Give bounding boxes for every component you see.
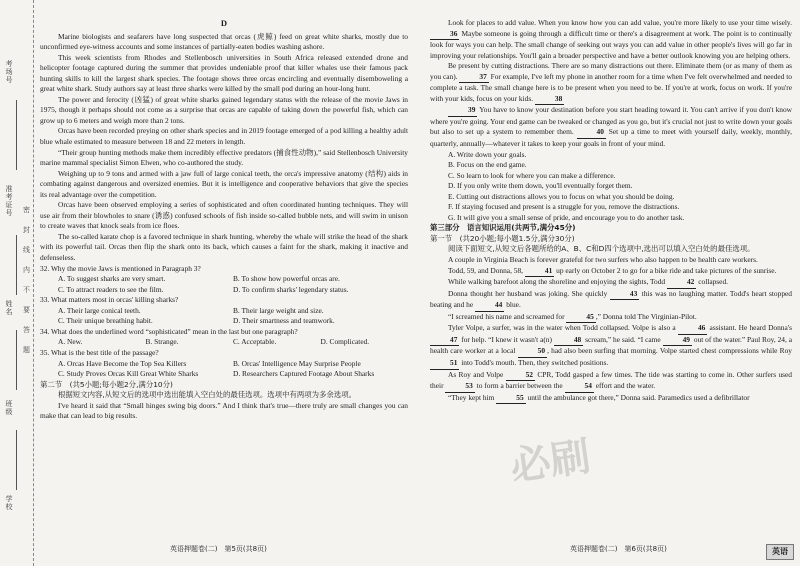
text-run: until the ambulance got there,” Donna said. Paramedics used a defibrillator: [527, 392, 750, 402]
passage-paragraph: Marine biologists and seafarers have long suspected that orcas (虎鲸) feed on great white sharks, mostly due to unconfirmed eye-witness accounts and some instances of partially-eaten bodies washing ashore.: [40, 31, 408, 52]
text-run: assistant. He heard Donna's: [709, 323, 792, 333]
blank-42[interactable]: 42: [667, 277, 696, 289]
text-run: Todd, 59, and Donna, 58,: [448, 265, 524, 275]
text-run: for help. “I knew it wasn't a(n): [461, 334, 552, 344]
option[interactable]: A. Orcas Have Become the Top Sea Killers: [58, 358, 187, 368]
passage-paragraph: [430, 105, 792, 149]
part-3-instructions: 阅读下面短文,从短文后各题所给的A、B、C和D四个选项中,选出可以填入空白处的最佳选项。: [448, 244, 755, 254]
subject-tag: 英语: [766, 544, 794, 560]
passage-paragraph: [430, 61, 792, 105]
option[interactable]: B. To show how powerful orcas are.: [233, 274, 340, 284]
class-label: 班级: [5, 400, 13, 416]
question-options: [58, 306, 408, 327]
choice-option[interactable]: E. Cutting out distractions allows you to focus on what you should be doing.: [448, 191, 675, 201]
text-run: For example, I've left my phone in another room for a time when I've felt overwhelmed and needed to complete a task. The small change here is to be present when you need to be. If you're at work, focus on work. If you're with your kids, focus on your kids.: [430, 71, 792, 103]
cloze-paragraph: [430, 393, 792, 405]
fill-line: [16, 430, 17, 490]
text-run: effort and the water.: [595, 381, 656, 391]
question-stem: 33. What matters most in orcas' killing sharks?: [40, 295, 179, 305]
option[interactable]: A. Their large conical teeth.: [58, 305, 141, 315]
blank-44[interactable]: 44: [475, 300, 504, 312]
blank-36[interactable]: 36: [430, 29, 459, 41]
part-3-section-1: 第一节 (共20小题;每小题1.5分,满分30分): [430, 233, 575, 243]
option[interactable]: B. Their large weight and size.: [233, 305, 324, 315]
option[interactable]: D. To confirm sharks' legendary status.: [233, 284, 349, 294]
section-2-instructions: 根据短文内容,从短文后的选项中选出能填入空白处的最佳选项。选项中有两项为多余选项。: [58, 390, 356, 400]
cloze-paragraph: [430, 312, 792, 324]
text-run: As Roy and Volpe: [448, 369, 504, 379]
question-stem: 35. What is the best title of the passage?: [40, 347, 159, 357]
text-run: CPR, Todd gasped a few times. The tide was starting to come in. Other surfers used their: [430, 369, 792, 391]
passage-paragraph: Orcas have been observed employing a series of sophisticated and often coordinated hunting techniques. They will use air from their blowholes to snare (诱惑) confused schools of fish inside so-called bubble nets, and will swim in unison to create waves that knock seals from ice floes.: [40, 200, 408, 231]
text-run: Donna thought her husband was joking. She quickly: [448, 288, 608, 298]
text-run: collapsed.: [698, 277, 728, 287]
bind-word: 内: [23, 266, 30, 274]
option[interactable]: B. Orcas' Intelligence May Surprise People: [233, 358, 361, 368]
exam-id-label: 准考证号: [5, 185, 13, 217]
passage-d-title: D: [220, 18, 228, 28]
cloze-paragraph: [430, 289, 792, 312]
page-5-footer: 英语押题卷(二) 第5页(共8页): [170, 545, 267, 553]
text-run: “I screamed his name and screamed for: [448, 311, 565, 321]
fill-line: [16, 330, 17, 390]
blank-46[interactable]: 46: [678, 323, 707, 335]
passage-paragraph: “Their group hunting methods make them incredibly effective predators (捕食性动物),” said Stellenbosch University marine mammal specialist Simon Elwen, who co-authored the study.: [40, 147, 408, 168]
bind-word: 题: [23, 346, 30, 354]
fill-line: [16, 235, 17, 295]
option[interactable]: A. To suggest sharks are very smart.: [58, 274, 166, 284]
blank-47[interactable]: 47: [430, 335, 459, 347]
section-2-intro: I've heard it said that “Small hinges swing big doors.” And I think that's true—there truly are small changes you can make that can lead to big results.: [40, 400, 408, 421]
text-run: While walking barefoot along the shoreline and enjoying the sights, Todd: [448, 277, 666, 287]
fill-line: [16, 100, 17, 170]
option[interactable]: D. Their smartness and teamwork.: [233, 316, 335, 326]
text-run: this was no laughing matter. Todd's heart stopped beating and he: [430, 288, 792, 310]
option[interactable]: D. Complicated.: [320, 337, 370, 347]
blank-49[interactable]: 49: [663, 335, 692, 347]
text-run: out of the water.” Paul Roy, 24, a health care worker at a local: [430, 334, 792, 356]
choice-option[interactable]: G. It will give you a small sense of pride, and encourage you to do another task.: [448, 212, 685, 222]
text-run: Maybe someone is going through a difficult time or there's a disagreement at work. The point is to continually look for ways you can help. The small change of seeking out ways you can add value in other people's lives will go far in improving your relationships. You'll gain a broader perspective and have a better outlook knowing you are helping others.: [430, 28, 792, 60]
text-run: scream,” he said. “I came: [585, 334, 661, 344]
blank-41[interactable]: 41: [525, 266, 554, 278]
option[interactable]: C. Study Proves Orcas Kill Great White Sharks: [58, 369, 199, 379]
choice-option[interactable]: D. If you only write them down, you'll eventually forget them.: [448, 181, 633, 191]
blank-53[interactable]: 53: [445, 381, 474, 393]
blank-52[interactable]: 52: [506, 370, 535, 382]
page-6-footer: 英语押题卷(二) 第6页(共8页): [570, 545, 667, 553]
blank-43[interactable]: 43: [610, 289, 639, 301]
passage-paragraph: The so-called karate chop is a favored technique in shark hunting, whereby the whale will strike the head of the shark with its powerful tail. Orcas then flip the shark onto its back, which causes a faint for the shark, making it inactive and defenseless.: [40, 231, 408, 263]
name-label: 姓名: [5, 300, 13, 316]
option[interactable]: C. Their unique breathing habit.: [58, 316, 153, 326]
blank-37[interactable]: 37: [459, 72, 488, 84]
school-label: 学校: [5, 495, 13, 511]
passage-paragraph: Orcas have been recorded preying on other shark species and in 2019 footage emerged of a pod killing a healthy adult blue whale estimated to measure between 18 and 22 meters in length.: [40, 126, 408, 147]
text-run: You have to know your destination before you start heading toward it. You can't arrive if you don't know where you're going. Your end game can be tweaked or changed as you go, but it's crucial not just to write down your goals but also to set up a system to remember them.: [430, 105, 793, 137]
text-run: , had also been surfing that morning. Volpe started chest compressions while Roy: [547, 346, 792, 356]
question-options: [58, 359, 408, 380]
choice-option[interactable]: A. Write down your goals.: [448, 149, 527, 159]
blank-50[interactable]: 50: [518, 346, 547, 358]
question-options: [58, 337, 408, 348]
option[interactable]: C. To attract readers to see the film.: [58, 284, 164, 294]
text-run: blue.: [506, 300, 521, 310]
text-run: up early on October 2 to go for a bike ride and take pictures of the sunrise.: [556, 265, 777, 275]
bind-word: 密: [23, 206, 30, 214]
question-stem: 32. Why the movie Jaws is mentioned in Paragraph 3?: [40, 263, 201, 273]
binding-margin: [0, 0, 34, 566]
blank-51[interactable]: 51: [430, 358, 459, 370]
cloze-paragraph: [430, 370, 792, 393]
passage-paragraph: The power and ferocity (凶猛) of great white sharks gained legendary status with the release of the movie Jaws in 1975, though it perhaps should not come as a surprise that orcas are capable of taking down the powerful fish, which can grow up to 6 meters and weigh more than 2 tons.: [40, 94, 408, 125]
page-6-column: [430, 18, 792, 404]
choice-option[interactable]: F. If staying focused and present is a struggle for you, remove the distractions.: [448, 202, 680, 212]
blank-54[interactable]: 54: [565, 381, 594, 393]
exam-room-label: 考场号: [5, 60, 13, 84]
text-run: Look for places to add value. When you know how you can add value, you're more likely to use your time wisely.: [448, 18, 792, 27]
option[interactable]: A. New.: [58, 337, 83, 347]
text-run: Set up a time to meet with yourself daily, weekly, monthly, quarterly, annually—whatever it takes to keep your goals in front of your mind.: [430, 127, 792, 149]
option[interactable]: B. Strange.: [145, 337, 179, 347]
text-run: ,” Donna told The Virginian-Pilot.: [595, 311, 697, 321]
option[interactable]: C. Acceptable.: [233, 337, 277, 347]
cloze-paragraph: [430, 277, 792, 289]
blank-38[interactable]: 38: [535, 94, 564, 106]
bind-word: 线: [23, 246, 30, 254]
text-run: Be present by cutting distractions. There are so many distractions out there. Eliminate them (or as many of them as you can).: [430, 61, 792, 81]
choice-option[interactable]: C. So learn to look for where you can make a difference.: [448, 170, 616, 180]
bind-word: 要: [23, 306, 30, 314]
choice-option[interactable]: B. Focus on the end game.: [448, 160, 527, 170]
section-2-heading: 第二节 (共5小题;每小题2分,满分10分): [40, 379, 173, 389]
blank-39[interactable]: 39: [448, 105, 477, 117]
question-stem: 34. What does the underlined word “sophisticated” mean in the last but one paragraph?: [40, 326, 298, 336]
blank-55[interactable]: 55: [496, 393, 525, 405]
cloze-paragraph: [430, 266, 792, 278]
text-run: Tyler Volpe, a surfer, was in the water when Todd collapsed. Volpe is also a: [448, 323, 676, 333]
text-run: into Todd's mouth. Then, they switched positions.: [461, 357, 609, 367]
watermark: 必刷: [507, 433, 594, 491]
bind-word: 不: [23, 286, 30, 294]
question-options: [58, 274, 408, 295]
blank-45[interactable]: 45: [566, 312, 595, 324]
blank-40[interactable]: 40: [577, 127, 606, 139]
blank-48[interactable]: 48: [554, 335, 583, 347]
part-3-heading: 第三部分 语言知识运用(共两节,满分45分): [430, 223, 576, 233]
text-run: to form a barrier between the: [476, 381, 563, 391]
passage-paragraph: Weighing up to 9 tons and armed with a jaw full of large conical teeth, the orca's impressive anatomy (结构) aids in combating against dangerous and oversized enemies. But it is intelligence and cooperative behaviors that give the species its real advantage over the competition.: [40, 168, 408, 199]
text-run: “They kept him: [448, 392, 495, 402]
bind-word: 封: [23, 226, 30, 234]
cloze-paragraph: A couple in Virginia Beach is forever grateful for two surfers who also happen to be health care workers.: [448, 255, 758, 265]
page-5-column: [40, 18, 408, 422]
option[interactable]: D. Researchers Captured Footage About Sharks: [233, 369, 375, 379]
cloze-paragraph: [430, 323, 792, 369]
bind-word: 答: [23, 326, 30, 334]
passage-paragraph: This week scientists from Rhodes and Stellenbosch universities in South Africa released extended drone and helicopter footage captured during the summer that provides undeniable proof that killer whales use their famous pack hunting skills to kill the largest shark species. The footage shows three orcas encircling and eventually disemboweling a great white shark. Study authors say at least three sharks were killed by the small pod during an hour-long hunt.: [40, 52, 408, 94]
passage-paragraph: [430, 18, 792, 61]
